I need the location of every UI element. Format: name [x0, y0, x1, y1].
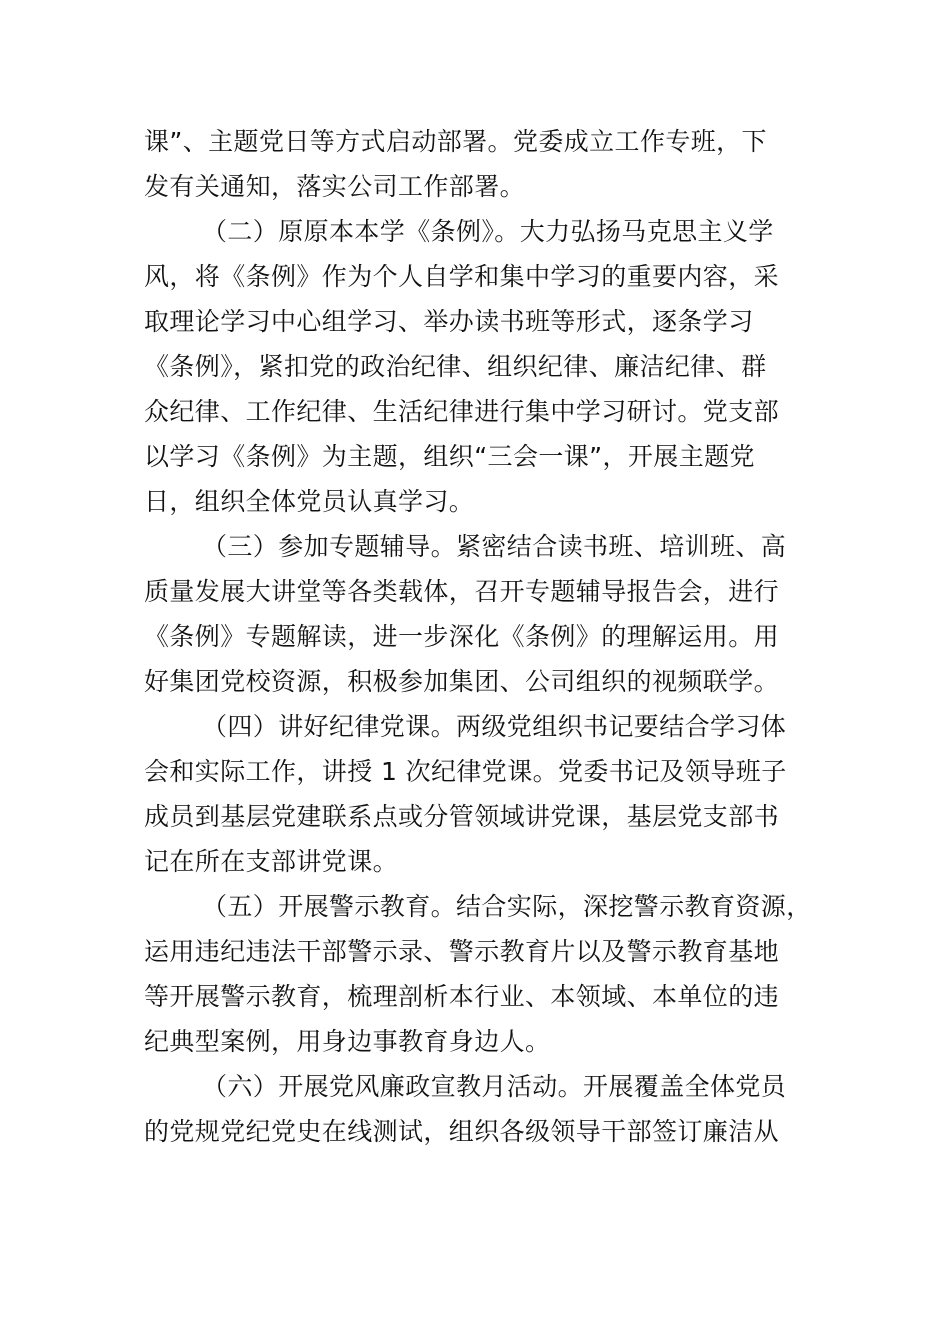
- text-line: 课”、主题党日等方式启动部署。党委成立工作专班，下: [144, 127, 767, 156]
- text-line: 《条例》，紧扣党的政治纪律、组织纪律、廉洁纪律、群: [144, 352, 767, 381]
- text-line: 质量发展大讲堂等各类载体，召开专题辅导报告会，进行: [144, 577, 780, 606]
- section-heading-line: （四）讲好纪律党课。两级党组织书记要结合学习体: [202, 712, 787, 741]
- text-line: 以学习《条例》为主题，组织“三会一课”，开展主题党: [144, 442, 755, 471]
- text-line: 运用违纪违法干部警示录、警示教育片以及警示教育基地: [144, 937, 780, 966]
- text-line: 的党规党纪党史在线测试，组织各级领导干部签订廉洁从: [144, 1117, 780, 1146]
- text-line: 发有关通知，落实公司工作部署。: [144, 172, 526, 201]
- text-line: 取理论学习中心组学习、举办读书班等形式，逐条学习: [144, 307, 754, 336]
- text-line: 成员到基层党建联系点或分管领域讲党课，基层党支部书: [144, 802, 780, 831]
- text-line: 风，将《条例》作为个人自学和集中学习的重要内容，采: [144, 262, 780, 291]
- text-line: 日，组织全体党员认真学习。: [144, 487, 475, 516]
- text-line: 等开展警示教育，梳理剖析本行业、本领域、本单位的违: [144, 982, 780, 1011]
- text-line: 《条例》专题解读，进一步深化《条例》的理解运用。用: [144, 622, 780, 651]
- section-heading-line: （五）开展警示教育。结合实际，深挖警示教育资源，: [202, 892, 812, 921]
- section-heading-line: （六）开展党风廉政宣教月活动。开展覆盖全体党员: [202, 1072, 787, 1101]
- text-line: 众纪律、工作纪律、生活纪律进行集中学习研讨。党支部: [144, 397, 780, 426]
- section-heading-line: （二）原原本本学《条例》。大力弘扬马克思主义学: [202, 217, 774, 246]
- text-line: 记在所在支部讲党课。: [144, 847, 399, 876]
- text-line: 好集团党校资源，积极参加集团、公司组织的视频联学。: [144, 667, 780, 696]
- text-line: 会和实际工作，讲授 1 次纪律党课。党委书记及领导班子: [144, 757, 787, 786]
- text-line: 纪典型案例，用身边事教育身边人。: [144, 1027, 551, 1056]
- section-heading-line: （三）参加专题辅导。紧密结合读书班、培训班、高: [202, 532, 787, 561]
